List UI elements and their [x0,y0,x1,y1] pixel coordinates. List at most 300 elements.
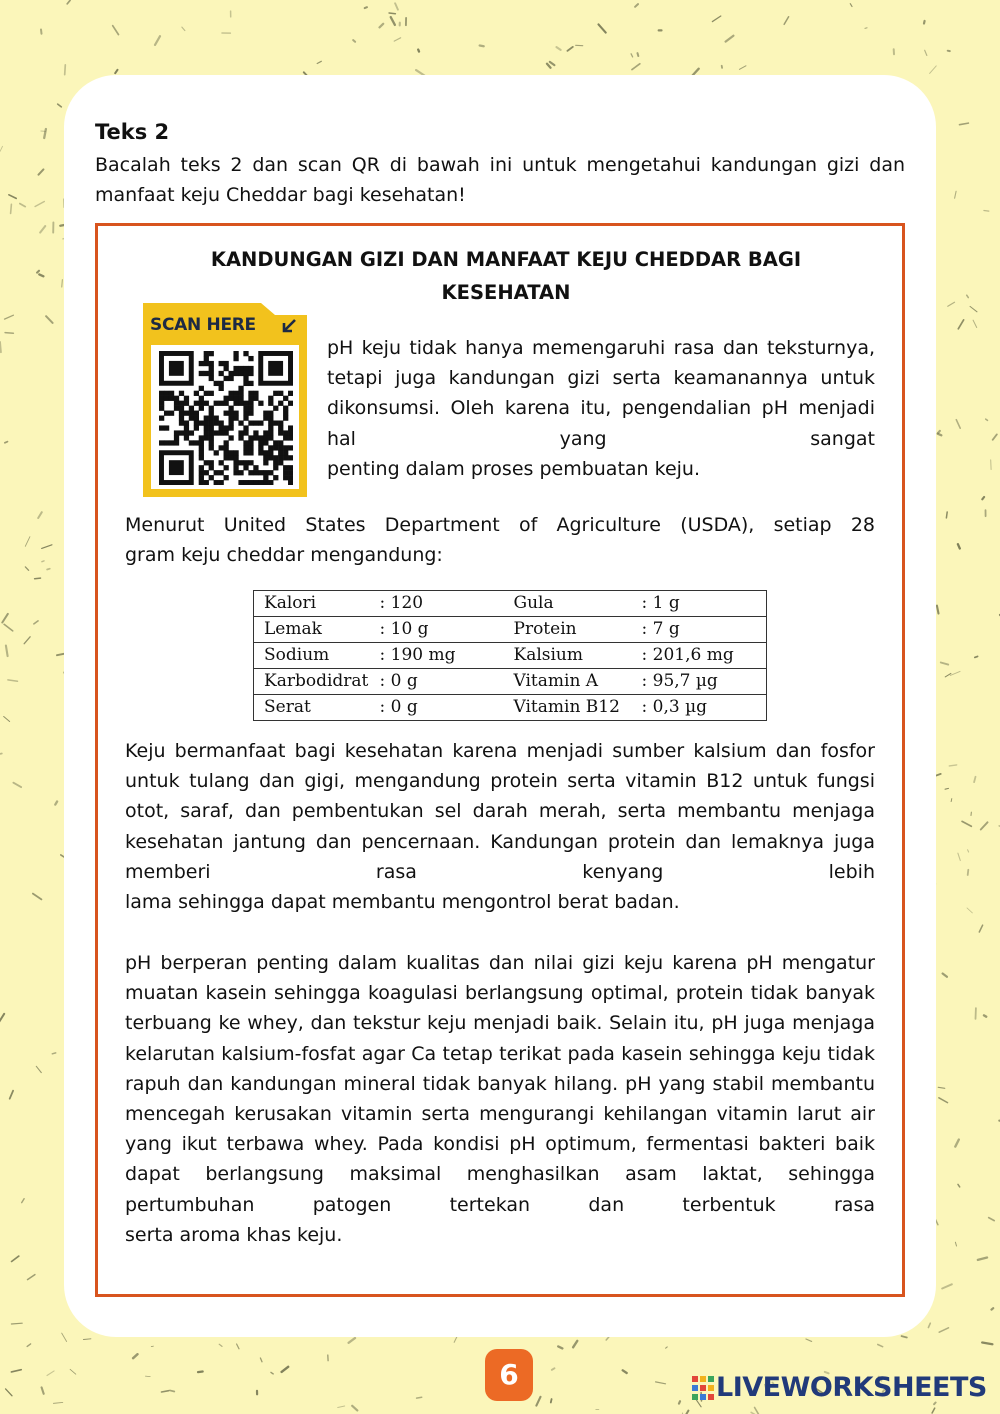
qr-module [194,401,199,406]
speckle [726,36,734,42]
qr-module [248,450,253,455]
qr-module [233,460,238,465]
qr-module [288,475,293,480]
speckle [12,1256,19,1261]
article-title: KANDUNGAN GIZI DAN MANFAAT KEJU CHEDDAR BAGI KESEHATAN [210,248,802,304]
qr-module [204,460,209,465]
qr-module [219,470,224,475]
qr-module [233,465,238,470]
table-row [254,617,767,643]
qr-module [248,411,253,416]
qr-module [238,420,243,425]
qr-module [219,460,224,465]
qr-module [268,411,273,416]
qr-module [214,480,219,485]
speckle [338,1406,345,1408]
qr-module [204,425,209,430]
qr-module [199,401,204,406]
speckle [145,1376,150,1377]
qr-module [243,416,248,421]
qr-module [224,430,229,435]
speckle [638,53,639,56]
speckle [0,342,1,352]
qr-module [253,470,258,475]
qr-module [194,440,199,445]
speckle [878,1345,883,1347]
qr-module [273,420,278,425]
speckle [949,765,956,766]
qr-module [184,435,189,440]
qr-module [288,425,293,430]
qr-module [179,420,184,425]
qr-module [233,401,238,406]
speckle [42,561,44,562]
speckle [39,274,43,276]
qr-module [179,401,184,406]
qr-module [238,480,243,485]
qr-module [258,450,263,455]
qr-module [164,440,169,445]
qr-module [199,406,204,411]
table-row [254,643,767,669]
qr-module [278,445,283,450]
qr-module [219,386,224,391]
speckle [958,1184,960,1187]
speckle [979,925,982,932]
nutrient-value: : 190 mg [380,643,504,669]
qr-module [219,430,224,435]
speckle [219,1344,222,1346]
qr-module [233,351,238,356]
speckle [353,40,355,42]
qr-module [268,435,273,440]
qr-module [268,396,273,401]
qr-module [243,351,248,356]
qr-module [174,396,179,401]
speckle [349,1338,355,1343]
qr-module [243,430,248,435]
qr-module [233,356,238,361]
qr-module [194,425,199,430]
qr-module [268,430,273,435]
qr-module [214,430,219,435]
qr-module [164,396,169,401]
speckle [365,7,367,8]
speckle [133,1354,137,1358]
speckle [968,870,969,875]
speckle [417,1397,422,1398]
speckle [170,1390,174,1391]
qr-module [209,366,214,371]
qr-module [258,445,263,450]
qr-module [199,470,204,475]
speckle [41,30,42,34]
instruction-text: Bacalah teks 2 dan scan QR di bawah ini untuk mengetahui kandungan gizi dan manfaat keju Cheddar bagi kesehatan! [95,154,905,206]
speckle [151,1346,153,1347]
qr-module [248,396,253,401]
speckle [62,1333,67,1341]
qr-module [268,401,273,406]
qr-module [224,401,229,406]
qr-module [238,470,243,475]
qr-module [253,480,258,485]
qr-module [258,435,263,440]
speckle [958,853,960,860]
qr-module [273,455,278,460]
qr-module [258,440,263,445]
qr-module [248,356,253,361]
qr-module [248,401,253,406]
qr-module [164,425,169,430]
nutrient-label: Kalori [254,591,380,617]
speckle [984,1015,986,1016]
speckle [5,333,13,334]
qr-module [243,401,248,406]
qr-module [273,465,278,470]
speckle [42,545,52,549]
speckle [951,799,952,802]
qr-module [159,416,164,421]
speckle [11,1370,21,1372]
speckle [989,1218,995,1221]
speckle [11,204,12,213]
qr-module [263,435,268,440]
qr-module [194,411,199,416]
speckle [973,320,977,327]
qr-module [243,460,248,465]
qr-module [199,396,204,401]
speckle [389,13,395,14]
qr-module [238,366,243,371]
speckle [70,1369,76,1374]
qr-module [179,391,184,396]
speckle [0,754,2,756]
qr-module [204,420,209,425]
nutrient-value: : 0 g [380,669,504,695]
qr-module [228,455,233,460]
speckle [740,66,746,70]
qr-module [209,440,214,445]
qr-module [268,420,273,425]
qr-module [258,470,263,475]
speckle [945,788,948,789]
qr-module [169,396,174,401]
speckle [55,802,57,805]
speckle [115,70,117,73]
qr-module [238,396,243,401]
speckle [27,1344,30,1347]
qr-module [288,391,293,396]
qr-module [283,435,288,440]
qr-module [174,430,179,435]
qr-module [174,406,179,411]
speckle [635,4,638,7]
speckle [958,544,960,548]
speckle [33,894,42,900]
qr-module [164,411,169,416]
speckle [992,1308,994,1309]
speckle [52,1053,55,1054]
speckle [679,1401,680,1403]
qr-module [263,416,268,421]
qr-module [204,371,209,376]
qr-module [159,391,164,396]
speckle [865,28,867,29]
qr-module [233,450,238,455]
qr-module [238,430,243,435]
qr-module [228,450,233,455]
speckle [28,1275,35,1280]
qr-code[interactable] [159,351,293,485]
qr-module [209,420,214,425]
speckle [974,777,975,782]
speckle [993,434,997,439]
speckle [113,26,119,35]
qr-module [288,455,293,460]
nutrition-table [253,590,767,721]
speckle [806,1339,812,1341]
qr-module [204,391,209,396]
qr-module [248,445,253,450]
qr-module [248,480,253,485]
qr-module [228,425,233,430]
qr-module [283,445,288,450]
qr-module [219,480,224,485]
qr-module [233,470,238,475]
speckle [955,1140,959,1147]
qr-module [268,470,273,475]
qr-module [224,366,229,371]
qr-module [288,470,293,475]
qr-module [184,420,189,425]
qr-module [174,440,179,445]
table-row [254,669,767,695]
speckle [938,434,942,436]
qr-module [243,371,248,376]
speckle [395,3,398,9]
qr-module [233,391,238,396]
qr-module [189,406,194,411]
speckle [6,1389,12,1396]
qr-module [268,416,273,421]
speckle [955,1242,956,1246]
qr-module [214,401,219,406]
qr-module [248,435,253,440]
qr-module [248,470,253,475]
qr-module [228,376,233,381]
qr-module [278,430,283,435]
nutrient-value: : 7 g [642,617,767,643]
qr-module [224,450,229,455]
qr-module [189,430,194,435]
speckle [551,1399,552,1402]
qr-module [263,440,268,445]
speckle [962,821,971,826]
qr-module [248,406,253,411]
qr-module [164,391,169,396]
qr-module [159,406,164,411]
speckle [0,1014,4,1023]
qr-module [243,450,248,455]
qr-module [248,366,253,371]
qr-module [224,445,229,450]
qr-module [214,470,219,475]
qr-module [219,445,224,450]
speckle [755,1408,760,1414]
qr-module [283,470,288,475]
qr-module [238,460,243,465]
speckle [20,204,25,207]
qr-module [159,396,164,401]
qr-module [253,465,258,470]
liveworksheets-brand[interactable]: LIVEWORKSHEETS [716,1372,987,1403]
qr-module [238,371,243,376]
qr-module [204,401,209,406]
qr-module [224,361,229,366]
qr-module [209,445,214,450]
speckle [941,663,948,665]
qr-module [248,440,253,445]
speckle [984,211,989,212]
qr-module [248,460,253,465]
speckle [970,306,977,311]
qr-module [268,455,273,460]
qr-module [224,425,229,430]
nutrient-label: Kalsium [504,643,642,669]
speckle [282,1367,289,1372]
qr-module [159,401,164,406]
speckle [40,226,45,232]
qr-module [283,450,288,455]
speckle [35,202,44,207]
qr-module [219,361,224,366]
qr-module [204,435,209,440]
qr-module [263,411,268,416]
qr-module [273,460,278,465]
qr-module [194,420,199,425]
qr-module [219,401,224,406]
qr-module [184,430,189,435]
speckle [924,21,925,24]
speckle [942,1284,952,1288]
qr-module [268,480,273,485]
qr-module [209,376,214,381]
qr-module [199,450,204,455]
qr-module [273,440,278,445]
qr-module [204,430,209,435]
speckle [557,47,561,50]
qr-module [268,361,283,376]
qr-module [288,445,293,450]
qr-module [248,420,253,425]
qr-module [219,381,224,386]
speckle [380,24,384,28]
qr-module [209,430,214,435]
qr-module [268,425,273,430]
nutrient-label: Protein [504,617,642,643]
nutrient-label: Lemak [254,617,380,643]
speckle [271,1372,273,1374]
speckle [981,822,988,829]
qr-module [278,425,283,430]
qr-module [263,430,268,435]
speckle [394,38,400,41]
speckle [198,1372,203,1373]
qr-module [189,440,194,445]
qr-module [228,396,233,401]
qr-module [248,391,253,396]
speckle [930,66,937,74]
qr-module [214,420,219,425]
speckle [656,1382,666,1384]
qr-module [224,465,229,470]
qr-module [283,465,288,470]
speckle [11,1323,22,1324]
speckle [623,1370,627,1373]
nutrient-label: Karbodidrat [254,669,380,695]
qr-module [263,450,268,455]
speckle [928,1323,930,1327]
qr-module [209,475,214,480]
qr-module [248,381,253,386]
qr-module [228,420,233,425]
qr-module [214,450,219,455]
speckle [83,1339,91,1340]
qr-module [253,391,258,396]
qr-module [283,406,288,411]
qr-module [253,435,258,440]
qr-module [209,391,214,396]
speckle [982,497,984,499]
qr-module [278,440,283,445]
speckle [599,24,606,32]
qr-module [243,406,248,411]
speckle [24,637,30,644]
qr-module [243,425,248,430]
qr-module [288,401,293,406]
qr-module [233,416,238,421]
nutrient-value: : 201,6 mg [642,643,767,669]
qr-module [204,356,209,361]
speckle [956,420,960,429]
paragraph-ph-role: pH berperan penting dalam kualitas dan nilai gizi keju karena pH mengatur muatan kasein sehingga koagulasi berlangsung optimal, protein tidak banyak terbuang ke whey, dan tekstur keju menjadi baik. Selain itu, pH juga menjaga kelarutan kalsium-fosfat agar Ca tetap terikat pada kasein sehingga keju tidak rapuh dan kandungan mineral tidak banyak hilang. pH yang stabil membantu mencegah kerusakan vitamin serta mengurangi kehilangan vitamin larut air yang ikut terbawa whey. Pada kondisi pH optimum, fermentasi bakteri baik dapat berlangsung maksimal menghasilkan asam laktat, sehingga pertumbuhan patogen tertekan dan terbentuk rasa serta aroma khas keju. [125,952,875,1246]
qr-module [283,455,288,460]
qr-module [214,416,219,421]
speckle [10,1091,13,1099]
qr-module [224,475,229,480]
qr-module [248,371,253,376]
qr-module [278,401,283,406]
speckle [182,27,185,31]
speckle [58,104,62,107]
qr-module [199,386,204,391]
nutrient-label: Serat [254,695,380,721]
speckle [666,1347,668,1348]
qr-module [209,351,214,356]
speckle [567,47,572,51]
qr-module [278,391,283,396]
qr-module [268,450,273,455]
qr-module [194,416,199,421]
qr-module [199,361,204,366]
speckle [391,17,395,25]
qr-module [209,371,214,376]
qr-module [204,480,209,485]
speckle [162,1391,169,1392]
qr-module [179,406,184,411]
qr-module [199,455,204,460]
speckle [982,1343,992,1345]
